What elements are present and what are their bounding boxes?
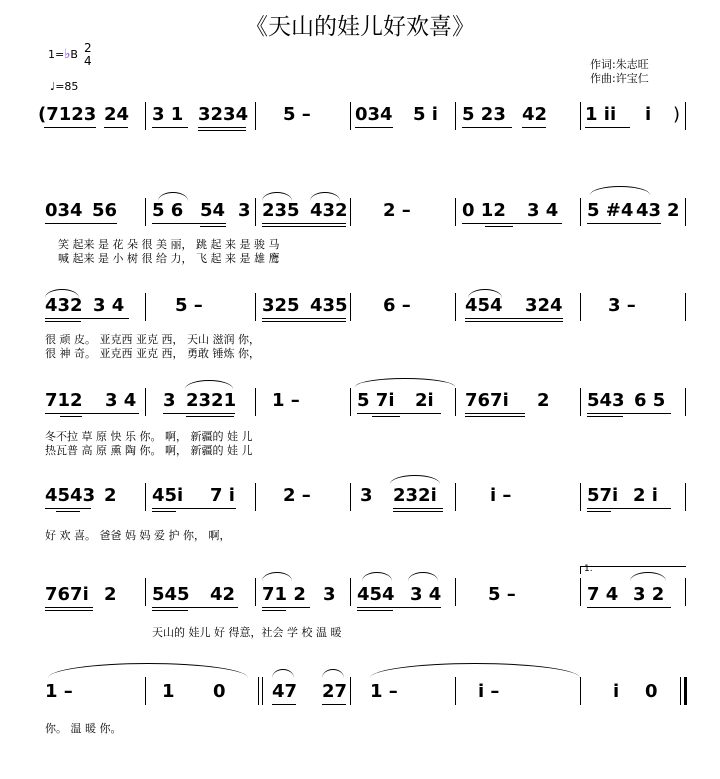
lyric-verse-1: 你。 温 暖 你。	[45, 722, 122, 735]
note-group: 3	[163, 390, 176, 411]
note-group: 24	[104, 104, 130, 125]
note-group: 2 i	[633, 485, 658, 506]
staff-row-1	[0, 100, 720, 140]
note-group: 0	[645, 681, 658, 702]
note-group: 7 i	[210, 485, 235, 506]
note-group: i –	[490, 485, 512, 506]
note-group: 2	[667, 200, 680, 221]
note-group: 5 6	[152, 200, 184, 221]
lyric-verse-2: 热瓦普 高 原 熏 陶 你。 啊， 新疆的 娃 儿	[45, 444, 253, 457]
note-group: 3 4	[527, 200, 559, 221]
note-group: 432	[45, 295, 83, 316]
note-group: 57i	[587, 485, 619, 506]
note-group: 2321	[186, 390, 237, 411]
staff-row-3	[0, 285, 720, 365]
note-group: 2	[537, 390, 550, 411]
note-group: 325	[262, 295, 300, 316]
time-signature: 2 4	[84, 41, 92, 68]
note-group: 0 12	[462, 200, 506, 221]
note-group: 45i	[152, 485, 184, 506]
note-group: 767i	[45, 584, 89, 605]
note-group: (7123	[38, 104, 97, 125]
staff-row-2	[0, 190, 720, 270]
note-group: 543	[587, 390, 625, 411]
lyric-verse-1: 好 欢 喜。 爸爸 妈 妈 爱 护 你， 啊，	[45, 529, 231, 542]
note-group: i	[645, 104, 652, 125]
lyric-verse-2: 喊 起来 是 小 树 很 给 力， 飞 起 来 是 雄 鹰	[58, 252, 280, 265]
note-group: 712	[45, 390, 83, 411]
note-group: 71 2	[262, 584, 306, 605]
lyric-verse-1: 冬不拉 草 原 快 乐 你。 啊， 新疆的 娃 儿	[45, 430, 253, 443]
lyric-verse-1: 很 顽 皮。 亚克西 亚克 西， 天山 滋润 你，	[45, 333, 260, 346]
note-group: 27	[322, 681, 348, 702]
note-group: 1	[162, 681, 175, 702]
note-group: 3 –	[608, 295, 636, 316]
note-group: 1 ii	[585, 104, 617, 125]
note-group: 56	[92, 200, 118, 221]
note-group: 2	[104, 584, 117, 605]
note-group: 5 –	[283, 104, 311, 125]
note-group: 6 5	[634, 390, 666, 411]
note-group: 6 –	[383, 295, 411, 316]
note-group: 2 –	[283, 485, 311, 506]
note-group: 42	[522, 104, 548, 125]
note-group: 454	[357, 584, 395, 605]
note-group: 5 –	[175, 295, 203, 316]
note-group: 43	[636, 200, 662, 221]
note-group: i	[613, 681, 620, 702]
note-group: 454	[465, 295, 503, 316]
note-group: 3 2	[633, 584, 665, 605]
note-group: 5 #4	[587, 200, 634, 221]
note-group: 3 4	[93, 295, 125, 316]
note-group: 5 –	[488, 584, 516, 605]
note-group: 324	[525, 295, 563, 316]
note-group: 232i	[393, 485, 437, 506]
note-group: 1 –	[272, 390, 300, 411]
note-group: 235	[262, 200, 300, 221]
note-group: 2	[104, 485, 117, 506]
note-group: 3	[238, 200, 251, 221]
note-group: 5 23	[462, 104, 506, 125]
lyric-verse-2: 很 神 奇。 亚克西 亚克 西， 勇敢 锤炼 你，	[45, 347, 260, 360]
lyric-verse-1: 天山的 娃儿 好 得意，社会 学 校 温 暖	[152, 626, 342, 639]
note-group: 2 –	[383, 200, 411, 221]
note-group: 47	[272, 681, 298, 702]
staff-row-6	[0, 564, 720, 640]
note-group: 1 –	[370, 681, 398, 702]
lyric-verse-1: 笑 起来 是 花 朵 很 美 丽， 跳 起 来 是 骏 马	[58, 238, 280, 251]
note-group: 3 4	[105, 390, 137, 411]
note-group: 432	[310, 200, 348, 221]
note-group: 3	[323, 584, 336, 605]
staff-row-5	[0, 475, 720, 545]
note-group: 034	[355, 104, 393, 125]
staff-row-4	[0, 380, 720, 460]
lyricist-credit: 作词:朱志旺	[590, 58, 649, 71]
note-group: 1 –	[45, 681, 73, 702]
note-group: 54	[200, 200, 226, 221]
note-group: 5 7i	[357, 390, 395, 411]
composer-credit: 作曲:许宝仁	[590, 72, 649, 85]
page-title: 《天山的娃儿好欢喜》	[245, 14, 475, 40]
note-group: 5 i	[413, 104, 438, 125]
note-group: 034	[45, 200, 83, 221]
note-group: 545	[152, 584, 190, 605]
note-group: 4543	[45, 485, 96, 506]
note-group: i –	[478, 681, 500, 702]
note-group: 3	[360, 485, 373, 506]
note-group: 7 4	[587, 584, 619, 605]
note-group: 435	[310, 295, 348, 316]
note-group: 3 1	[152, 104, 184, 125]
staff-row-7	[0, 665, 720, 745]
note-group: 2i	[415, 390, 434, 411]
volta-bracket: 1.	[584, 564, 593, 574]
note-group: 3234	[198, 104, 249, 125]
note-group: 3 4	[410, 584, 442, 605]
tempo-mark: ♩=85	[50, 80, 79, 93]
close-paren: )	[673, 104, 681, 125]
note-group: 0	[213, 681, 226, 702]
note-group: 42	[210, 584, 236, 605]
key-signature: 1=♭B	[48, 47, 78, 62]
note-group: 767i	[465, 390, 509, 411]
